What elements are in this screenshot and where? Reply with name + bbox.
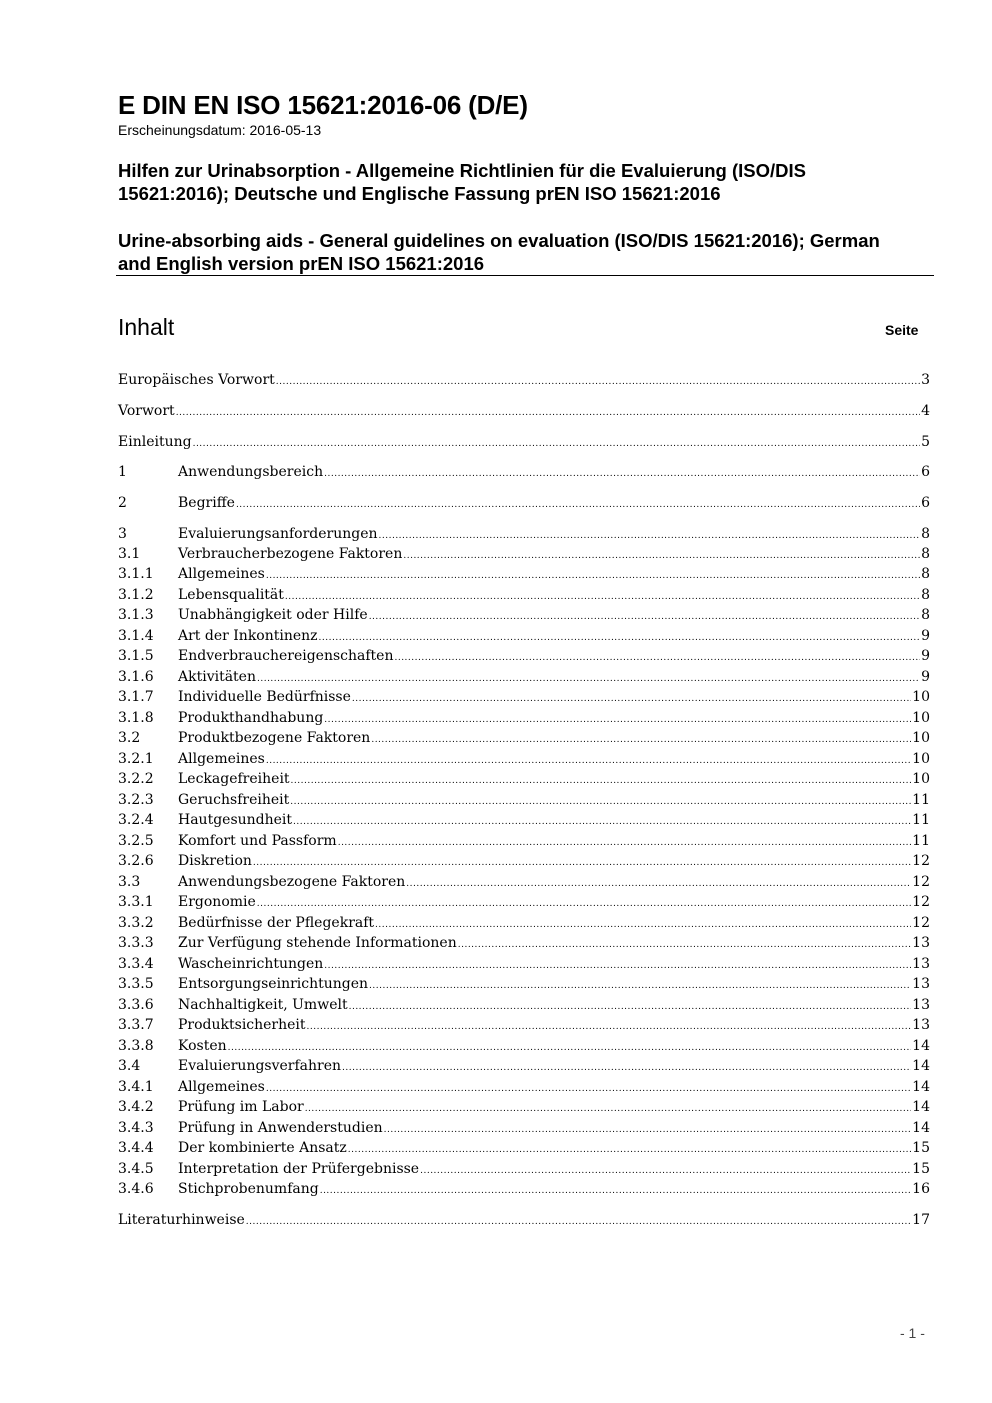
page-number: - 1 - [900, 1325, 925, 1341]
toc-dot-leader [228, 1038, 912, 1058]
toc-entry-number: 3.4.2 [118, 1099, 154, 1115]
toc-entry[interactable] [118, 1097, 930, 1117]
toc-dot-leader [307, 1017, 912, 1037]
toc-entry[interactable] [118, 544, 930, 564]
toc-entry[interactable] [118, 401, 930, 421]
toc-entry-page: 14 [912, 1058, 930, 1074]
toc-entry[interactable] [118, 1015, 930, 1035]
toc-dot-leader [253, 853, 911, 873]
toc-entry-title: Ergonomie [178, 894, 256, 910]
toc-entry-number: 3.2.1 [118, 751, 154, 767]
toc-dot-leader [285, 587, 920, 607]
toc-entry-title: Evaluierungsanforderungen [178, 526, 378, 542]
toc-entry-number: 3.1.1 [118, 566, 154, 582]
toc-entry-page: 17 [912, 1212, 930, 1228]
toc-entry-number: 3.3.3 [118, 935, 154, 951]
publication-date: Erscheinungsdatum: 2016-05-13 [118, 122, 322, 138]
toc-entry-number: 3.3.7 [118, 1017, 154, 1033]
toc-entry-page: 13 [912, 976, 930, 992]
toc-dot-leader [349, 997, 912, 1017]
toc-entry-page: 3 [921, 372, 930, 388]
toc-dot-leader [369, 976, 911, 996]
toc-entry-number: 3.3.4 [118, 956, 154, 972]
toc-entry[interactable] [118, 1077, 930, 1097]
toc-entry[interactable] [118, 933, 930, 953]
toc-entry-page: 8 [921, 587, 930, 603]
toc-entry-number: 3.3.5 [118, 976, 154, 992]
toc-entry-page: 14 [912, 1099, 930, 1115]
toc-entry-page: 16 [912, 1181, 930, 1197]
toc-entry-page: 13 [912, 997, 930, 1013]
toc-entry-number: 2 [118, 495, 127, 511]
toc-dot-leader [352, 689, 911, 709]
toc-entry-title: Anwendungsbereich [178, 464, 324, 480]
toc-entry-title: Interpretation der Prüfergebnisse [178, 1161, 420, 1177]
toc-dot-leader [342, 1058, 911, 1078]
toc-entry-number: 3.3.8 [118, 1038, 154, 1054]
toc-entry-title: Komfort und Passform [178, 833, 337, 849]
toc-entry-number: 3.3.1 [118, 894, 154, 910]
toc-entry-number: 3.3 [118, 874, 141, 890]
toc-entry-page: 11 [912, 812, 930, 828]
toc-entry-page: 10 [912, 730, 930, 746]
toc-heading: Inhalt [118, 314, 175, 340]
toc-dot-leader [371, 730, 911, 750]
toc-dot-leader [276, 372, 920, 392]
toc-dot-leader [369, 607, 920, 627]
toc-dot-leader [176, 403, 920, 423]
toc-entry-number: 3.4.4 [118, 1140, 154, 1156]
toc-entry-number: 3.1.6 [118, 669, 154, 685]
toc-entry-title: Allgemeines [178, 1079, 265, 1095]
toc-entry-title: Art der Inkontinenz [178, 628, 318, 644]
toc-entry[interactable] [118, 687, 930, 707]
toc-entry-number: 3.2.5 [118, 833, 154, 849]
toc-entry-page: 6 [921, 495, 930, 511]
toc-entry-page: 6 [921, 464, 930, 480]
toc-entry-page: 12 [912, 874, 930, 890]
toc-entry-number: 3.4.1 [118, 1079, 154, 1095]
toc-entry[interactable] [118, 1138, 930, 1158]
toc-dot-leader [319, 628, 921, 648]
toc-entry-number: 3.1.7 [118, 689, 154, 705]
toc-entry-page: 11 [912, 833, 930, 849]
toc-entry-number: 3.1.2 [118, 587, 154, 603]
toc-entry[interactable] [118, 564, 930, 584]
toc-entry-page: 14 [912, 1038, 930, 1054]
toc-entry-title: Wascheinrichtungen [178, 956, 324, 972]
toc-entry-page: 9 [921, 648, 930, 664]
toc-entry-page: 8 [921, 526, 930, 542]
toc-dot-leader [420, 1161, 911, 1181]
toc-entry-page: 13 [912, 935, 930, 951]
toc-entry-title: Stichprobenumfang [178, 1181, 319, 1197]
toc-dot-leader [394, 648, 920, 668]
toc-entry-title: Diskretion [178, 853, 252, 869]
toc-entry-page: 12 [912, 853, 930, 869]
toc-entry-number: 3.2.6 [118, 853, 154, 869]
toc-dot-leader [246, 1212, 911, 1232]
toc-entry-title: Begriffe [178, 495, 235, 511]
toc-entry[interactable] [118, 1056, 930, 1076]
toc-entry-number: 3.3.6 [118, 997, 154, 1013]
toc-entry[interactable] [118, 1210, 930, 1230]
toc-entry[interactable] [118, 493, 930, 513]
toc-entry-title: Verbraucherbezogene Faktoren [178, 546, 403, 562]
toc-entry[interactable] [118, 1118, 930, 1138]
toc-entry-title: Zur Verfügung stehende Informationen [178, 935, 457, 951]
toc-entry[interactable] [118, 913, 930, 933]
toc-entry-title: Leckagefreiheit [178, 771, 290, 787]
toc-entry-number: 3.1.8 [118, 710, 154, 726]
toc-entry-page: 14 [912, 1120, 930, 1136]
toc-entry-title: Evaluierungsverfahren [178, 1058, 342, 1074]
toc-entry-title: Hautgesundheit [178, 812, 293, 828]
toc-entry-page: 8 [921, 546, 930, 562]
toc-entry-number: 3.3.2 [118, 915, 154, 931]
toc-entry[interactable] [118, 995, 930, 1015]
toc-dot-leader [257, 894, 911, 914]
toc-entry-title: Individuelle Bedürfnisse [178, 689, 351, 705]
toc-dot-leader [291, 771, 912, 791]
toc-dot-leader [403, 546, 920, 566]
header-divider [116, 275, 934, 276]
toc-entry-page: 13 [912, 1017, 930, 1033]
toc-entry[interactable] [118, 954, 930, 974]
toc-entry-number: 3.2.2 [118, 771, 154, 787]
toc-entry-page: 9 [921, 669, 930, 685]
toc-entry[interactable] [118, 667, 930, 687]
toc-entry-title: Produktsicherheit [178, 1017, 306, 1033]
toc-entry-number: 3 [118, 526, 127, 542]
toc-entry-page: 5 [921, 434, 930, 450]
toc-entry-number: 3.1.4 [118, 628, 154, 644]
toc-dot-leader [290, 792, 911, 812]
toc-entry-title: Der kombinierte Ansatz [178, 1140, 347, 1156]
toc-entry[interactable] [118, 769, 930, 789]
toc-dot-leader [266, 751, 911, 771]
toc-entry-number: 3.4.5 [118, 1161, 154, 1177]
toc-entry[interactable] [118, 626, 930, 646]
toc-entry[interactable] [118, 1159, 930, 1179]
toc-entry-title: Produkthandhabung [178, 710, 324, 726]
toc-entry[interactable] [118, 810, 930, 830]
toc-entry-number: 3.4.3 [118, 1120, 154, 1136]
toc-entry[interactable] [118, 974, 930, 994]
toc-entry-page: 12 [912, 894, 930, 910]
toc-entry-page: 4 [921, 403, 930, 419]
toc-entry-page: 11 [912, 792, 930, 808]
toc-dot-leader [348, 1140, 911, 1160]
toc-entry[interactable] [118, 872, 930, 892]
toc-entry-title: Kosten [178, 1038, 227, 1054]
toc-entry-title: Allgemeines [178, 566, 265, 582]
toc-entry-page: 15 [912, 1140, 930, 1156]
document-id: E DIN EN ISO 15621:2016-06 (D/E) [118, 90, 528, 120]
toc-dot-leader [324, 464, 920, 484]
toc-entry[interactable] [118, 892, 930, 912]
toc-entry-number: 3.1 [118, 546, 141, 562]
toc-entry-title: Vorwort [118, 403, 175, 419]
toc-entry-number: 3.2 [118, 730, 141, 746]
toc-entry[interactable] [118, 728, 930, 748]
toc-entry-title: Nachhaltigkeit, Umwelt [178, 997, 348, 1013]
toc-entry[interactable] [118, 462, 930, 482]
toc-entry-page: 10 [912, 751, 930, 767]
toc-entry-page: 10 [912, 689, 930, 705]
toc-entry-title: Geruchsfreiheit [178, 792, 290, 808]
toc-entry-number: 3.4 [118, 1058, 141, 1074]
toc-entry-page: 12 [912, 915, 930, 931]
toc-dot-leader [266, 566, 920, 586]
toc-entry-title: Anwendungsbezogene Faktoren [178, 874, 406, 890]
toc-entry-title: Aktivitäten [178, 669, 256, 685]
toc-entry[interactable] [118, 524, 930, 544]
toc-entry-page: 15 [912, 1161, 930, 1177]
toc-entry-title: Unabhängigkeit oder Hilfe [178, 607, 368, 623]
toc-entry-title: Bedürfnisse der Pflegekraft [178, 915, 375, 931]
toc-dot-leader [305, 1099, 911, 1119]
title-english: Urine-absorbing aids - General guidelines on evaluation (ISO/DIS 15621:2016); German and English version prEN ISO 15621:2016 [118, 230, 880, 274]
toc-entry-title: Prüfung im Labor [178, 1099, 304, 1115]
toc-entry-title: Einleitung [118, 434, 192, 450]
toc-dot-leader [379, 526, 921, 546]
toc-dot-leader [293, 812, 911, 832]
toc-entry-number: 3.1.3 [118, 607, 154, 623]
toc-entry[interactable] [118, 370, 930, 390]
toc-entry-number: 3.2.4 [118, 812, 154, 828]
toc-dot-leader [266, 1079, 911, 1099]
toc-entry-page: 8 [921, 566, 930, 582]
toc-entry-title: Europäisches Vorwort [118, 372, 275, 388]
toc-entry-title: Prüfung in Anwenderstudien [178, 1120, 383, 1136]
toc-dot-leader [384, 1120, 912, 1140]
toc-dot-leader [193, 434, 921, 454]
toc-entry[interactable] [118, 605, 930, 625]
toc-entry-title: Allgemeines [178, 751, 265, 767]
toc-entry-page: 9 [921, 628, 930, 644]
toc-entry-page: 10 [912, 771, 930, 787]
toc-entry-page: 10 [912, 710, 930, 726]
toc-dot-leader [320, 1181, 911, 1201]
toc-dot-leader [458, 935, 911, 955]
title-german: Hilfen zur Urinabsorption - Allgemeine Richtlinien für die Evaluierung (ISO/DIS 15621:2016); Deutsche und Englische Fassung prEN ISO 15621:2016 [118, 160, 806, 204]
toc-entry-title: Endverbrauchereigenschaften [178, 648, 394, 664]
toc-entry-title: Produktbezogene Faktoren [178, 730, 371, 746]
toc-dot-leader [375, 915, 911, 935]
toc-entry-page: 8 [921, 607, 930, 623]
toc-entry[interactable] [118, 1179, 930, 1199]
toc-entry[interactable] [118, 646, 930, 666]
toc-entry[interactable] [118, 831, 930, 851]
toc-entry[interactable] [118, 749, 930, 769]
toc-page-column-label: Seite [885, 322, 919, 338]
toc-dot-leader [236, 495, 920, 515]
toc-entry-title: Literaturhinweise [118, 1212, 245, 1228]
toc-entry-page: 13 [912, 956, 930, 972]
toc-dot-leader [338, 833, 911, 853]
toc-entry[interactable] [118, 790, 930, 810]
toc-dot-leader [406, 874, 911, 894]
toc-entry[interactable] [118, 851, 930, 871]
toc-entry-number: 3.2.3 [118, 792, 154, 808]
toc-entry[interactable] [118, 585, 930, 605]
toc-entry[interactable] [118, 432, 930, 452]
toc-entry-title: Lebensqualität [178, 587, 284, 603]
toc-entry[interactable] [118, 708, 930, 728]
toc-dot-leader [257, 669, 920, 689]
toc-entry-number: 3.1.5 [118, 648, 154, 664]
toc-entry-number: 3.4.6 [118, 1181, 154, 1197]
toc-entry-page: 14 [912, 1079, 930, 1095]
toc-dot-leader [324, 710, 911, 730]
toc-entry-title: Entsorgungseinrichtungen [178, 976, 369, 992]
toc-dot-leader [324, 956, 911, 976]
toc-entry[interactable] [118, 1036, 930, 1056]
toc-entry-number: 1 [118, 464, 127, 480]
